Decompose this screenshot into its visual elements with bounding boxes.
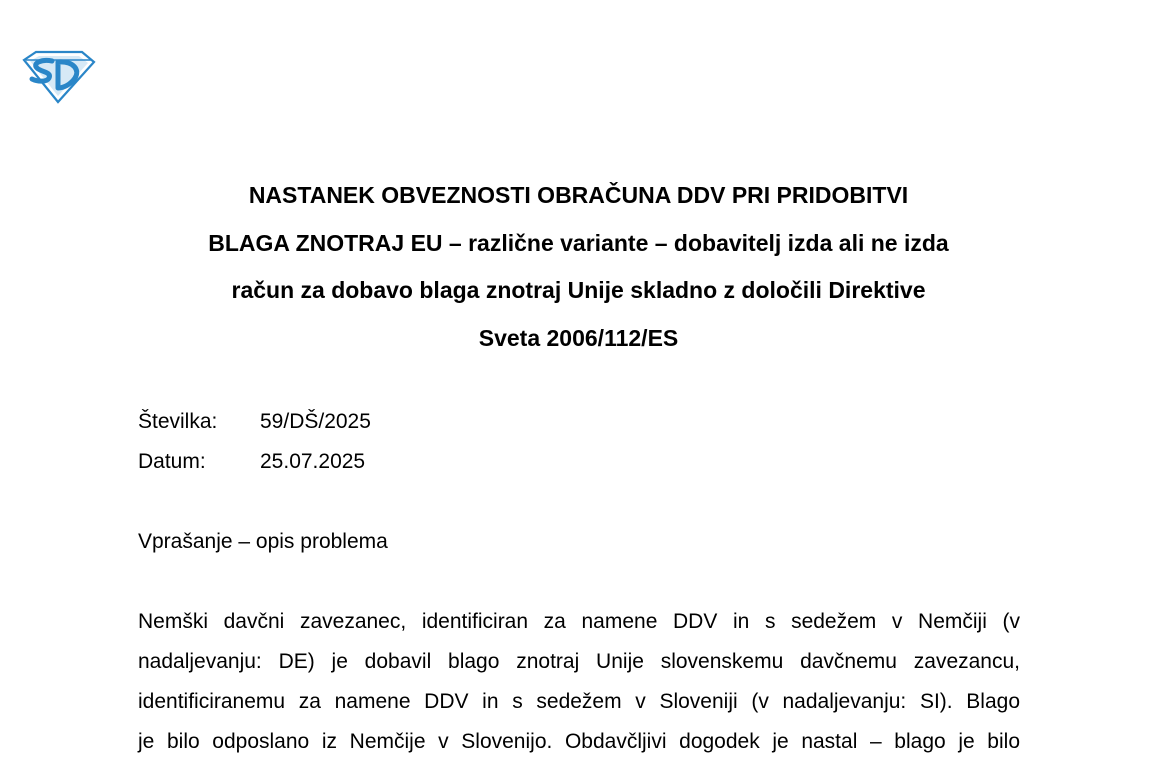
title-line: račun za dobavo blaga znotraj Unije skladno z določili Direktive — [231, 277, 926, 303]
section-heading: Vprašanje – opis problema — [138, 530, 388, 553]
date-label: Datum: — [138, 450, 206, 473]
title-line: Sveta 2006/112/ES — [478, 324, 679, 351]
date-row — [138, 442, 371, 482]
paragraph-line: nadaljevanju: DE) je dobavil blago znotraj Unije slovenskemu davčnemu zavezancu, — [138, 650, 1020, 673]
paragraph-line: identificiranemu za namene DDV in s sedežem v Sloveniji (v nadaljevanju: SI). Blago — [138, 690, 1020, 713]
number-row — [138, 402, 371, 442]
number-value: 59/DŠ/2025 — [260, 410, 371, 433]
document-title — [100, 172, 1057, 362]
document-meta — [138, 402, 371, 482]
title-line: BLAGA ZNOTRAJ EU – različne variante – dobavitelj izda ali ne izda — [208, 229, 949, 256]
body-paragraph — [138, 602, 1020, 762]
title-line: NASTANEK OBVEZNOSTI OBRAČUNA DDV PRI PRIDOBITVI — [248, 182, 909, 208]
number-label: Številka: — [138, 410, 218, 433]
paragraph-line: je bilo odposlano iz Nemčije v Slovenijo. Obdavčljivi dogodek je nastal – blago je bilo — [138, 730, 1020, 753]
logo-emblem-icon — [22, 48, 96, 104]
paragraph-line: Nemški davčni zavezanec, identificiran za namene DDV in s sedežem v Nemčiji (v — [138, 610, 1020, 633]
institution-logo — [22, 48, 96, 104]
date-value: 25.07.2025 — [260, 450, 366, 473]
